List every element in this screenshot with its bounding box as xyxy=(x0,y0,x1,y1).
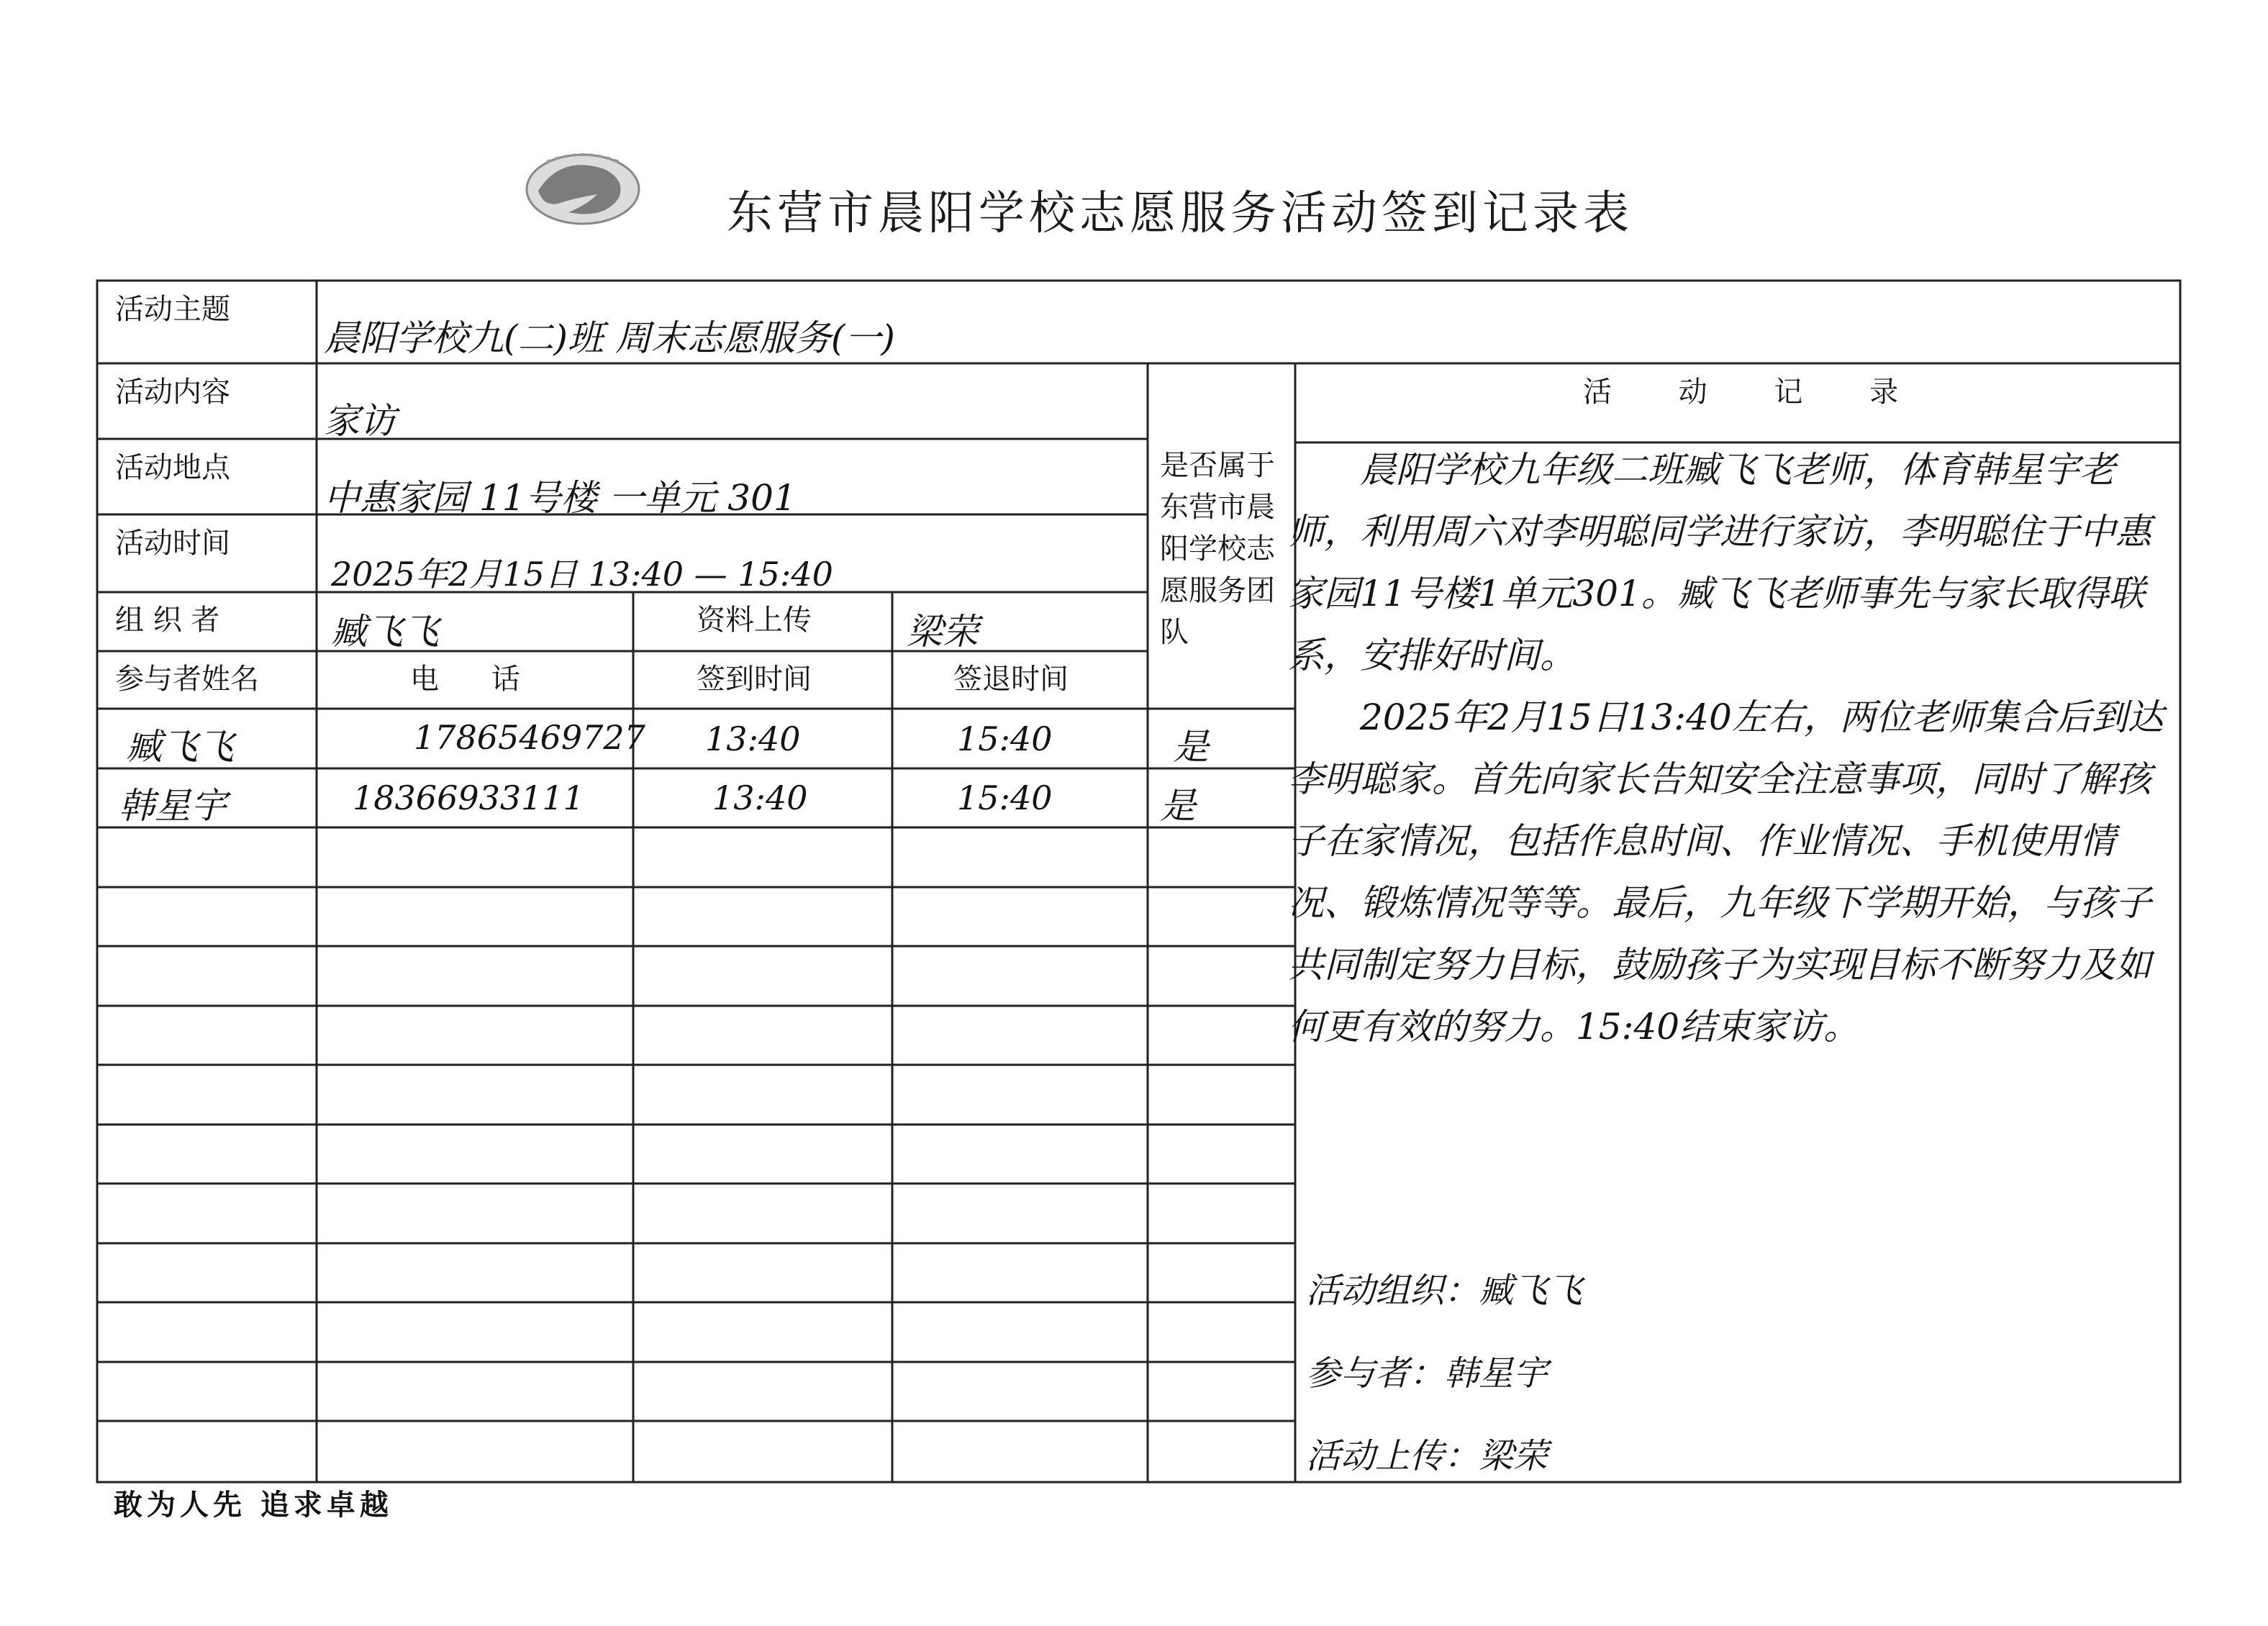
participant-1-checkin: 13:40 xyxy=(705,719,801,758)
value-theme: 晨阳学校九(二)班 周末志愿服务(一) xyxy=(324,317,895,359)
value-content: 家访 xyxy=(324,400,396,442)
label-record: 活 动 记 录 xyxy=(1583,376,1928,409)
participant-1-member: 是 xyxy=(1173,726,1209,768)
label-organizer: 组 织 者 xyxy=(115,604,220,637)
value-time: 2025年2月15日 13:40 — 15:40 xyxy=(331,555,833,594)
participant-2-phone: 18366933111 xyxy=(353,778,584,817)
label-uploader: 资料上传 xyxy=(697,604,812,637)
value-organizer: 臧飞飞 xyxy=(331,611,439,653)
record-sign-organizer: 活动组织：臧飞飞 xyxy=(1306,1271,1583,1311)
label-phone: 电 话 xyxy=(410,663,542,696)
label-location: 活动地点 xyxy=(115,451,230,484)
footer-motto: 敢为人先 追求卓越 xyxy=(114,1488,393,1522)
page-title: 东营市晨阳学校志愿服务活动签到记录表 xyxy=(727,187,1633,240)
participant-1-phone: 17865469727 xyxy=(414,718,645,757)
participant-2-name: 韩星宇 xyxy=(119,785,227,827)
value-location: 中惠家园 11号楼 一单元 301 xyxy=(324,477,797,519)
label-content: 活动内容 xyxy=(115,376,230,409)
participant-2-checkout: 15:40 xyxy=(957,778,1053,817)
value-uploader: 梁荣 xyxy=(907,611,979,653)
record-paragraph-1: 晨阳学校九年级二班臧飞飞老师，体育韩星宇老师，利用周六对李明聪同学进行家访，李明聪住于中惠家园11号楼1单元301。臧飞飞老师事先与家长取得联系，安排好时间。 xyxy=(1288,449,2151,676)
participant-2-member: 是 xyxy=(1160,785,1196,827)
record-paragraph-2: 2025年2月15日13:40左右，两位老师集合后到达李明聪家。首先向家长告知安全注意事项，同时了解孩子在家情况，包括作息时间、作业情况、手机使用情况、锻炼情况等等。最后，九年级下学期开始，与孩子共同制定努力目标，鼓励孩子为实现目标不断努力及如何更有效的努力。15:40结束家访。 xyxy=(1288,696,2164,1048)
label-checkin: 签到时间 xyxy=(697,663,812,696)
activity-record-text xyxy=(1288,439,2180,1058)
label-theme: 活动主题 xyxy=(115,293,230,326)
participant-1-name: 臧飞飞 xyxy=(126,726,234,768)
label-checkout: 签退时间 xyxy=(953,663,1069,696)
record-sign-participant: 参与者：韩星宇 xyxy=(1306,1353,1548,1394)
record-sign-uploader: 活动上传：梁荣 xyxy=(1306,1436,1548,1476)
participant-2-checkin: 13:40 xyxy=(712,778,808,817)
participant-1-checkout: 15:40 xyxy=(957,719,1053,758)
label-membership: 是否属于东营市晨阳学校志愿服务团 队 xyxy=(1160,449,1275,649)
label-participant-name: 参与者姓名 xyxy=(115,663,259,696)
label-time: 活动时间 xyxy=(115,527,230,560)
